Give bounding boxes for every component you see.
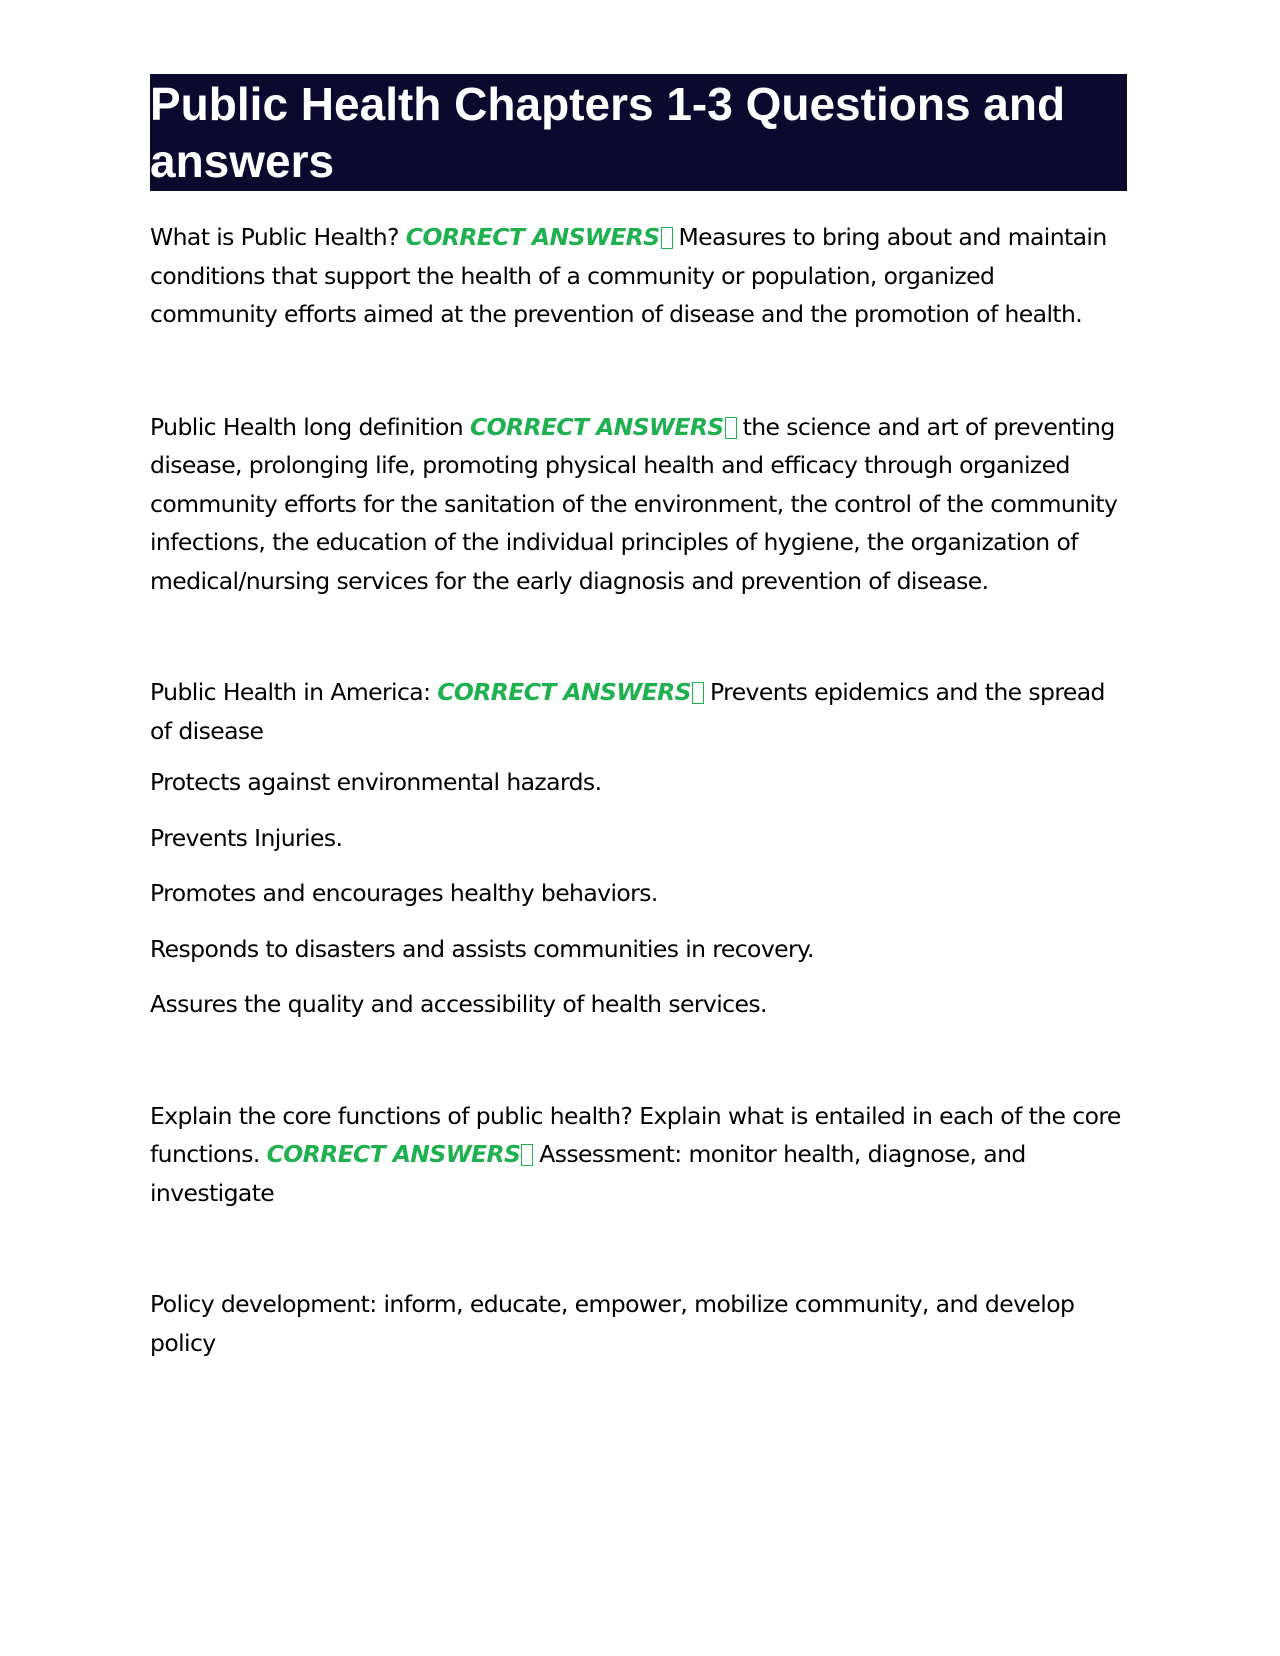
correct-answers-label: CORRECT ANSWERS [469,412,724,441]
checkbox-glyph-icon [692,682,704,704]
paragraph: Policy development: inform, educate, empower, mobilize community, and develop policy [150,1290,1075,1357]
checkbox-glyph-icon [725,417,737,439]
question-text: What is Public Health? [150,223,399,251]
answer-line: Promotes and encourages healthy behaviors. [150,879,658,907]
qa-item [150,1097,1127,1213]
checkbox-glyph-icon [521,1144,533,1166]
answer-text: Prevents epidemics and the spread of disease [150,678,1105,745]
answer-line: Responds to disasters and assists communities in recovery. [150,934,814,963]
qa-item [150,673,1127,750]
qa-item [150,408,1127,601]
answer-text: Assessment: monitor health, diagnose, and investigate [150,1140,1026,1207]
answer-line: Protects against environmental hazards. [150,768,602,796]
correct-answers-label: CORRECT ANSWERS [437,678,691,706]
question-text: Public Health long definition [150,412,464,441]
document-page [150,74,1127,1362]
answer-line: Assures the quality and accessibility of health services. [150,990,767,1018]
page-title: Public Health Chapters 1-3 Questions and answers [150,74,1127,191]
question-text: Public Health in America: [150,678,431,706]
correct-answers-label: CORRECT ANSWERS [266,1140,521,1168]
answer-line: Prevents Injuries. [150,823,343,852]
answer-text: Measures to bring about and maintain conditions that support the health of a community or population, organized community efforts aimed at the prevention of disease and the promotion of health. [150,223,1107,328]
question-text: Explain the core functions of public health? Explain what is entailed in each of the core functions. [150,1101,1121,1168]
correct-answers-label: CORRECT ANSWERS [405,223,660,251]
qa-item [150,218,1127,334]
answer-text: the science and art of preventing disease, prolonging life, promoting physical health and efficacy through organized community efforts for the sanitation of the environment, the control of the community infections, the education of the individual principles of hygiene, the organization of medical/nursing services for the early diagnosis and prevention of disease. [150,412,1118,595]
checkbox-glyph-icon [661,227,673,249]
